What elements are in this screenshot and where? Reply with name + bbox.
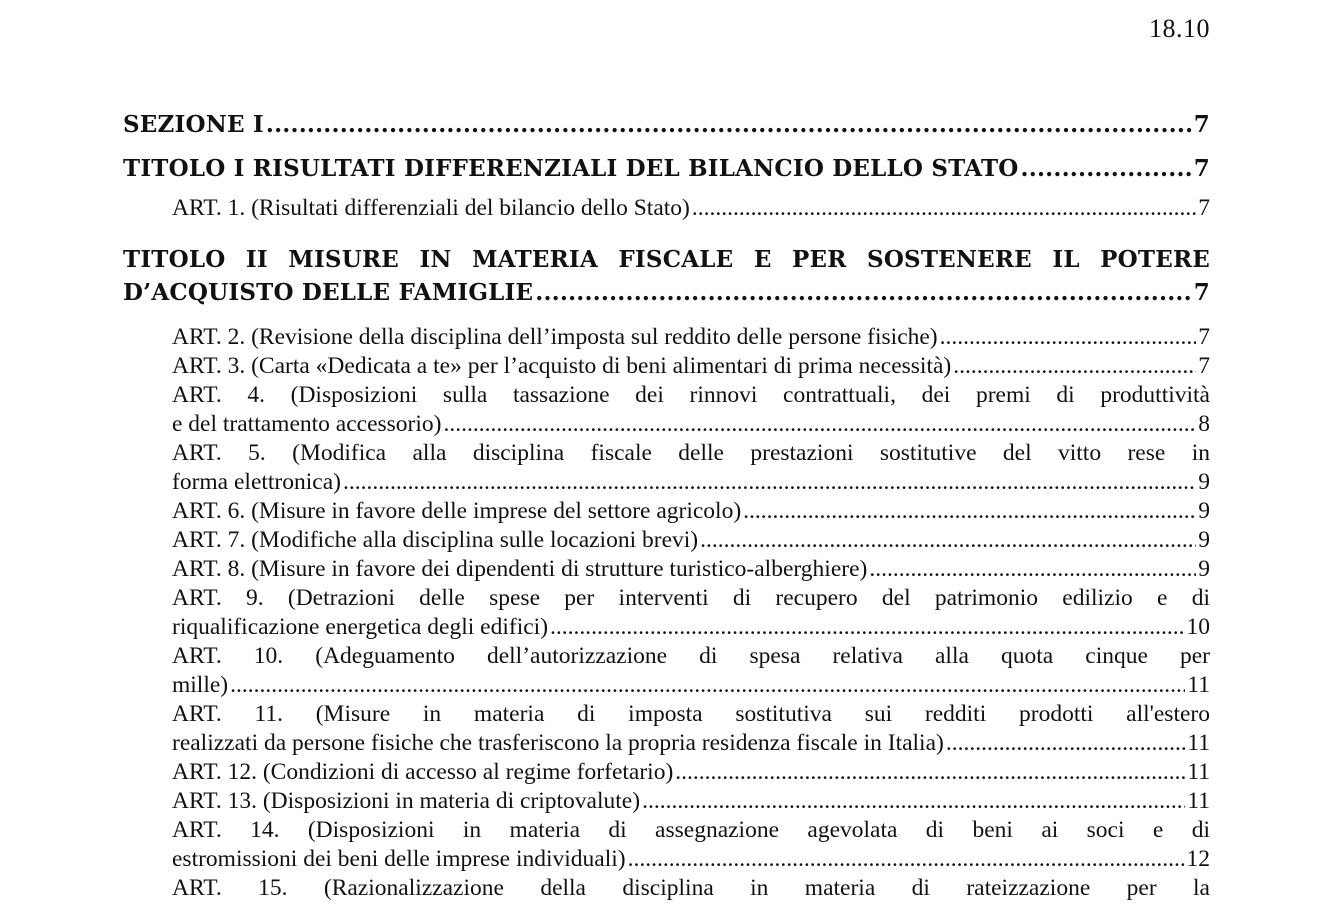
dot-leader bbox=[869, 555, 1196, 584]
dot-leader bbox=[642, 787, 1185, 816]
toc-entry-label-line1: ART. 14. (Disposizioni in materia di assegnazione agevolata di beni ai soci e di bbox=[172, 817, 1210, 843]
dot-leader bbox=[266, 108, 1192, 141]
dot-leader bbox=[628, 845, 1185, 874]
toc-page-number: 7 bbox=[1193, 111, 1210, 138]
toc-entry-sezione[interactable] bbox=[123, 108, 1210, 141]
toc-page-number: 11 bbox=[1187, 672, 1210, 698]
toc-entry-label: riqualificazione energetica degli edifici) bbox=[172, 614, 549, 640]
toc-entry-article[interactable] bbox=[123, 584, 1210, 642]
toc-entry-label: ART. 13. (Disposizioni in materia di criptovalute) bbox=[172, 788, 641, 814]
toc-page-number: 10 bbox=[1186, 614, 1210, 640]
toc-entry-article[interactable] bbox=[123, 381, 1210, 439]
toc-entry-article[interactable] bbox=[123, 700, 1210, 758]
page-number: 18.10 bbox=[1149, 14, 1210, 43]
toc-entry-label: ART. 7. (Modifiche alla disciplina sulle locazioni brevi) bbox=[172, 527, 699, 553]
dot-leader bbox=[230, 671, 1185, 700]
toc-page-number: 11 bbox=[1187, 759, 1210, 785]
toc-page-number: 11 bbox=[1187, 788, 1210, 814]
toc-entry-label-line1: ART. 4. (Disposizioni sulla tassazione dei rinnovi contrattuali, dei premi di produttività bbox=[172, 382, 1210, 408]
toc-entry-titolo-2[interactable] bbox=[123, 243, 1210, 309]
dot-leader bbox=[535, 276, 1192, 309]
toc-entry-label: ART. 6. (Misure in favore delle imprese del settore agricolo) bbox=[172, 498, 742, 524]
toc-entry-article[interactable] bbox=[123, 874, 1210, 903]
toc-entry-article[interactable] bbox=[123, 439, 1210, 497]
toc-entry-art-1[interactable] bbox=[123, 194, 1210, 223]
dot-leader bbox=[946, 729, 1186, 758]
dot-leader bbox=[953, 352, 1196, 381]
toc-entry-article[interactable] bbox=[123, 323, 1210, 352]
toc-entry-article[interactable] bbox=[123, 758, 1210, 787]
toc-entry-label-line1: ART. 15. (Razionalizzazione della disciplina in materia di rateizzazione per la bbox=[172, 875, 1210, 901]
toc-page-number: 7 bbox=[1198, 324, 1210, 350]
dot-leader bbox=[343, 468, 1196, 497]
toc-page-number: 9 bbox=[1198, 527, 1210, 553]
toc-entry-titolo-1[interactable] bbox=[123, 152, 1210, 185]
toc-entry-label: ART. 12. (Condizioni di accesso al regime forfetario) bbox=[172, 759, 674, 785]
dot-leader bbox=[675, 758, 1185, 787]
toc-entry-label-line1: TITOLO II MISURE IN MATERIA FISCALE E PER SOSTENERE IL POTERE bbox=[123, 246, 1210, 273]
toc-entry-article[interactable] bbox=[123, 526, 1210, 555]
toc-entry-label: estromissioni dei beni delle imprese individuali) bbox=[172, 846, 626, 872]
dot-leader bbox=[443, 410, 1196, 439]
toc-entry-label: ART. 1. (Risultati differenziali del bilancio dello Stato) bbox=[172, 195, 690, 221]
toc-page-number: 8 bbox=[1198, 411, 1210, 437]
toc-entry-article[interactable] bbox=[123, 642, 1210, 700]
toc-entry-label-line1: ART. 11. (Misure in materia di imposta sostitutiva sui redditi prodotti all'estero bbox=[172, 701, 1210, 727]
toc-entry-label: ART. 3. (Carta «Dedicata a te» per l’acquisto di beni alimentari di prima necessità) bbox=[172, 353, 952, 379]
toc-entry-label-line2: D’ACQUISTO DELLE FAMIGLIE bbox=[123, 279, 534, 306]
dot-leader bbox=[700, 526, 1196, 555]
toc-entry-label: mille) bbox=[172, 672, 229, 698]
toc-entry-label: e del trattamento accessorio) bbox=[172, 411, 442, 437]
toc-entry-article[interactable] bbox=[123, 555, 1210, 584]
toc-page-number: 9 bbox=[1198, 469, 1210, 495]
toc-entry-article[interactable] bbox=[123, 816, 1210, 874]
toc-page-number: 7 bbox=[1193, 155, 1210, 182]
dot-leader bbox=[743, 497, 1196, 526]
toc-entry-article[interactable] bbox=[123, 497, 1210, 526]
toc-entry-label: forma elettronica) bbox=[172, 469, 341, 495]
toc-entry-label: TITOLO I RISULTATI DIFFERENZIALI DEL BILANCIO DELLO STATO bbox=[123, 155, 1019, 182]
dot-leader bbox=[550, 613, 1184, 642]
toc-entry-article[interactable] bbox=[123, 787, 1210, 816]
dot-leader bbox=[1021, 152, 1192, 185]
article-list bbox=[123, 323, 1210, 903]
toc-entry-label-line1: ART. 10. (Adeguamento dell’autorizzazione di spesa relativa alla quota cinque per bbox=[172, 643, 1210, 669]
toc-page-number: 11 bbox=[1187, 730, 1210, 756]
dot-leader bbox=[940, 323, 1197, 352]
toc-entry-label: ART. 8. (Misure in favore dei dipendenti di strutture turistico-alberghiere) bbox=[172, 556, 868, 582]
toc-page-number: 9 bbox=[1198, 498, 1210, 524]
toc-page-number: 9 bbox=[1198, 556, 1210, 582]
table-of-contents bbox=[123, 108, 1210, 903]
toc-page-number: 12 bbox=[1186, 846, 1210, 872]
toc-entry-label: ART. 2. (Revisione della disciplina dell’imposta sul reddito delle persone fisiche) bbox=[172, 324, 938, 350]
toc-page-number: 7 bbox=[1198, 195, 1210, 221]
toc-page-number: 7 bbox=[1193, 279, 1210, 306]
toc-page-number: 7 bbox=[1198, 353, 1210, 379]
toc-entry-label-line1: ART. 5. (Modifica alla disciplina fiscale delle prestazioni sostitutive del vitto rese in bbox=[172, 440, 1210, 466]
dot-leader bbox=[692, 194, 1196, 223]
toc-entry-label: realizzati da persone fisiche che trasferiscono la propria residenza fiscale in Italia) bbox=[172, 730, 944, 756]
toc-entry-label: SEZIONE I bbox=[123, 111, 264, 138]
toc-entry-article[interactable] bbox=[123, 352, 1210, 381]
toc-entry-label-line1: ART. 9. (Detrazioni delle spese per interventi di recupero del patrimonio edilizio e di bbox=[172, 585, 1210, 611]
